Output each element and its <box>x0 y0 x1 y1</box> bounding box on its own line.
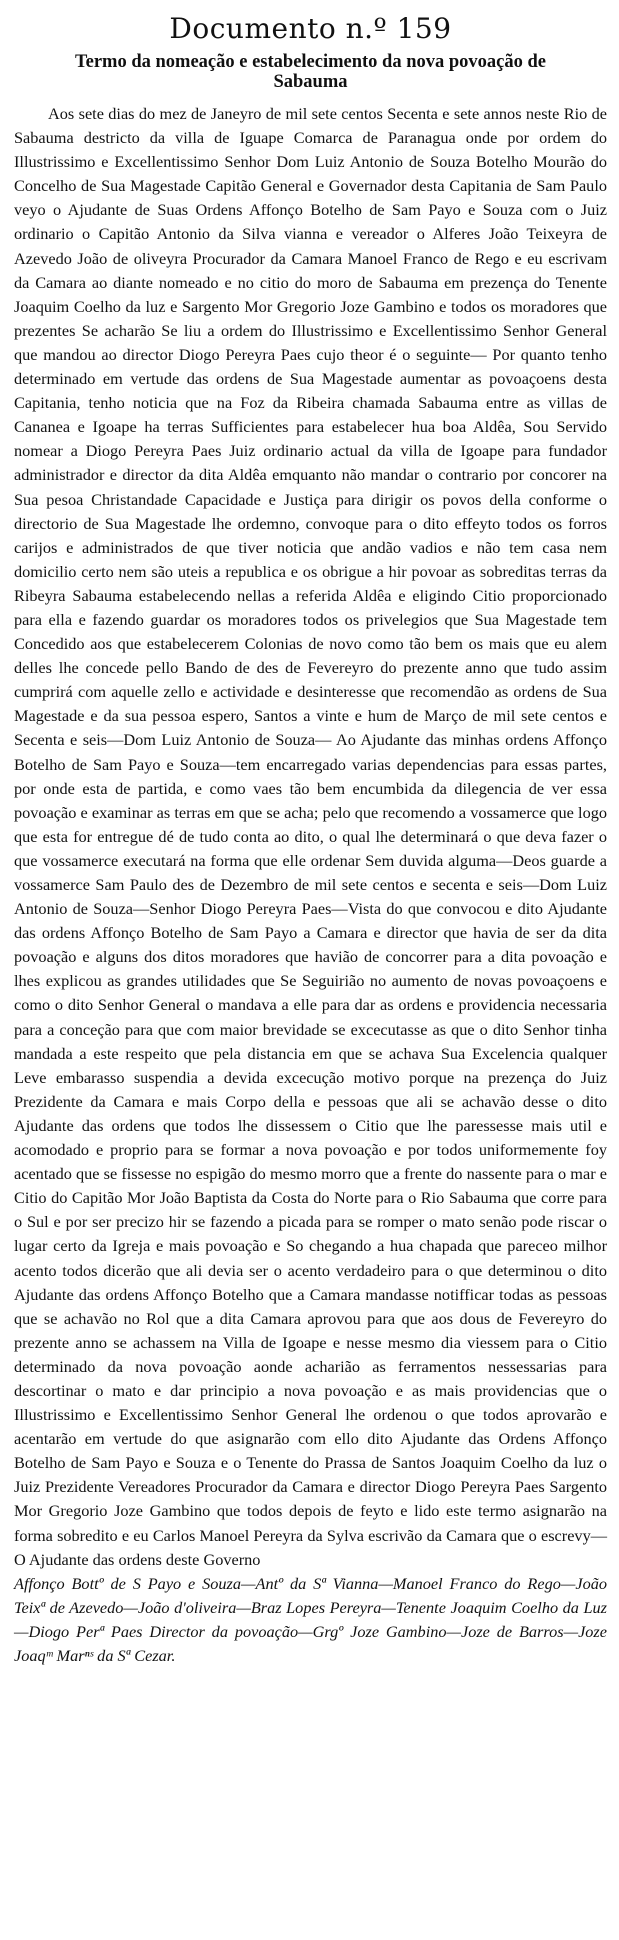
document-body: Aos sete dias do mez de Janeyro de mil sete centos Secenta e sete annos neste Rio de Sabauma destricto da villa de Iguape Comarca de Paranagua onde por ordem do Illustrissimo e Excellentissimo Senhor Dom Luiz Antonio de Souza Botelho Mourão do Concelho de Sua Magestade Capitão General e Governador desta Capitania de Sam Paulo veyo o Ajudante de Suas Ordens Affonço Botelho de Sam Payo e Souza com o Juiz ordinario o Capitão Antonio da Silva vianna e vereador o Alferes João Teixeyra de Azevedo João de oliveyra Procurador da Camara Manoel Franco de Rego e eu escrivam da Camara ao diante nomeado e no citio do moro de Sabauma em prezença do Tenente Joaquim Coelho da luz e Sargento Mor Gregorio Joze Gambino e todos os moradores que prezentes Se acharão Se liu a ordem do Illustrissimo e Excellentissimo Senhor General que mandou ao director Diogo Pereyra Paes cujo theor é o seguinte— Por quanto tenho determinado em vertude das ordens de Sua Magestade aumentar as povoaçoens desta Capitania, tenho noticia que na Foz da Ribeira chamada Sabauma entre as villas de Cananea e Igoape ha terras Sufficientes para estabelecer hua boa Aldêa, Sou Servido nomear a Diogo Pereyra Paes Juiz ordinario actual da villa de Igoape para fundador administrador e director da dita Aldêa emquanto não mandar o contrario por concorer na Sua pesoa Christandade Capacidade e Justiça para dirigir os povos della conforme o directorio de Sua Magestade lhe ordemno, convoque para o dito effeyto todos os forros carijos e administrados de que tiver noticia que andão vadios e não tem casa nem domicilio certo nem são uteis a republica e os obrigue a hir povoar as sobreditas terras da Ribeyra Sabauma estabelecendo nellas a referida Aldêa e eligindo Citio proporcionado para ella e fazendo guardar os moradores todos os privelegios que Sua Magestade tem Concedido aos que estabelecerem Colonias de novo como tão bem os mais que eu alem delles lhe concede pello Bando de des de Fevereyro do prezente anno que tudo assim cumprirá com aquelle zello e actividade e desinteresse que recomendão as ordens de Sua Magestade e da sua pessoa espero, Santos a vinte e hum de Março de mil sete centos e Secenta e seis—Dom Luiz Antonio de Souza— Ao Ajudante das minhas ordens Affonço Botelho de Sam Payo e Souza—tem encarregado varias dependencias para essas partes, por onde esta de partida, e como vaes tão bem encumbida da dilegencia de ver essa povoação e examinar as terras em que se acha; pelo que recomendo a vossamerce que logo que esta for entregue dé de tudo conta ao dito, o qual lhe determinará o que deva fazer o que vossamerce executará na forma que elle ordenar Sem duvida alguma—Deos guarde a vossamerce Sam Paulo des de Dezembro de mil sete centos e secenta e seis—Dom Luiz Antonio de Souza—Senhor Diogo Pereyra Paes—Vista do que convocou e dito Ajudante das ordens Affonço Botelho de Sam Payo a Camara e director que havia de ser da dita povoação e alguns dos ditos moradores que havião de concorrer para a dita povoação e lhes explicou as grandes utilidades que Se Seguirião no aumento de novas povoaçoens e como o dito Senhor General o mandava a elle para dar as ordens e providencia necessaria para a conceção para que com maior brevidade se excecutasse as que o dito Senhor tinha mandada a este respeito que pela distancia em que se achava Sua Excelencia qualquer Leve embarasso suspendia a devida excecução motivo porque na prezença do Juiz Prezidente da Camara e mais Corpo della e pessoas que ali se achavão desse o dito Ajudante das ordens que todos lhe dissessem o Citio que lhe paressesse mais util e acomodado e proprio para se formar a nova povoação e por todos uniformemente foy acentado que se fissesse no espigão do mesmo morro que a frente do nassente para o mar e Citio do Capitão Mor João Baptista da Costa do Norte para o Rio Sabauma que corre para o Sul e por ser precizo hir se fazendo a picada para se romper o mato senão pode riscar o lugar certo da Igreja e mais povoação e So chegando a hua chapada que pareceo milhor acento todos dicerão que ali devia ser o acento verdadeiro para o que determinou o dito Ajudante das ordens Affonço Botelho que a Camara mandasse notifficar todas as pessoas que se achavão no Rol que a dita Camara aprovou para que aos dous de Fevereyro do prezente anno se achassem na Villa de Igoape e nesse mesmo dia viessem para o Citio determinado da nova povoação aonde acharião as ferramentos nessessarias para descortinar o mato e dar principio a nova povoação e as mais providencias que o Illustrissimo e Excellentissimo Senhor General lhe ordenou o que todos aprovarão e acentarão em vertude do que asignarão com ello dito Ajudante das Ordens Affonço Botelho de Sam Payo e Souza e o Tenente do Prassa de Santos Joaquim Coelho da luz o Juiz Prezidente Vereadores Procurador da Camara e director Diogo Pereyra Paes Sargento Mor Gregorio Joze Gambino que todos depois de feyto e lido este termo asignarão na forma sobredito e eu Carlos Manoel Pereyra da Sylva escrivão da Camara que o escrevy—O Ajudante das ordens deste Governo <box>14 104 607 1569</box>
document-title: Documento n.º 159 <box>169 12 452 45</box>
document-subtitle: Termo da nomeação e estabelecimento da nova povoação de Sabauma <box>74 52 547 92</box>
signatures: Affonço Bottº de S Payo e Souza—Antº da Sª Vianna—Manoel Franco do Rego—João Teixª de Azevedo—João d'oliveira—Braz Lopes Pereyra—Tenente Joaquim Coelho da Luz—Diogo Perª Paes Director da povoação—Grgº Joze Gambino—Joze de Barros—Joze Joaqᵐ Marⁿˢ da Sª Cezar. <box>14 1573 607 1665</box>
